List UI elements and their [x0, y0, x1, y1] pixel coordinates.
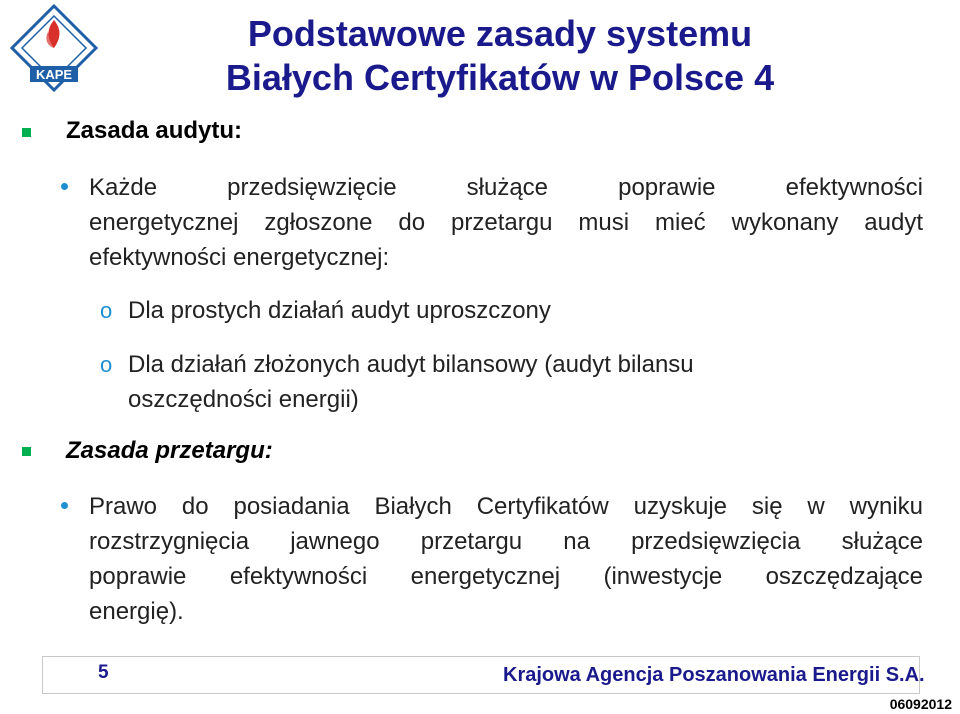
title-line-2: Białych Certyfikatów w Polsce 4 [225, 57, 775, 98]
section-heading-audit: Zasada audytu: [66, 117, 243, 144]
audit-paragraph [89, 170, 923, 275]
page-number: 5 [98, 662, 109, 683]
title-line-1: Podstawowe zasady systemu [247, 13, 753, 54]
paragraph-line: energetycznej zgłoszone do przetargu musi mieć wykonany audyt [89, 209, 923, 236]
square-bullet [22, 447, 31, 456]
paragraph-line: Prawo do posiadania Białych Certyfikatów uzyskuje się w wyniku [89, 493, 923, 520]
sub-item-simple: Dla prostych działań audyt uproszczony [128, 297, 551, 324]
section-heading-tender: Zasada przetargu: [66, 437, 273, 464]
round-bullet [61, 183, 68, 190]
sub-item-complex-line2: oszczędności energii) [128, 386, 359, 413]
kape-logo [8, 2, 100, 94]
paragraph-line: efektywności energetycznej: [89, 244, 390, 271]
circle-bullet-icon: o [100, 352, 113, 377]
round-bullet [61, 502, 68, 509]
tender-paragraph [89, 489, 923, 629]
paragraph-line: Każde przedsięwzięcie służące poprawie efektywności [89, 174, 923, 201]
organization-name: Krajowa Agencja Poszanowania Energii S.A. [503, 664, 925, 686]
document-code: 06092012 [889, 696, 952, 712]
square-bullet [22, 128, 31, 137]
paragraph-line: rozstrzygnięcia jawnego przetargu na przedsięwzięcia służące [89, 528, 923, 555]
paragraph-line: energię). [89, 598, 184, 625]
logo-text: KAPE [35, 67, 73, 82]
sub-item-complex-line1: Dla działań złożonych audyt bilansowy (audyt bilansu [128, 351, 694, 378]
paragraph-line: poprawie efektywności energetycznej (inwestycje oszczędzające [89, 563, 923, 590]
circle-bullet-icon: o [100, 298, 113, 323]
